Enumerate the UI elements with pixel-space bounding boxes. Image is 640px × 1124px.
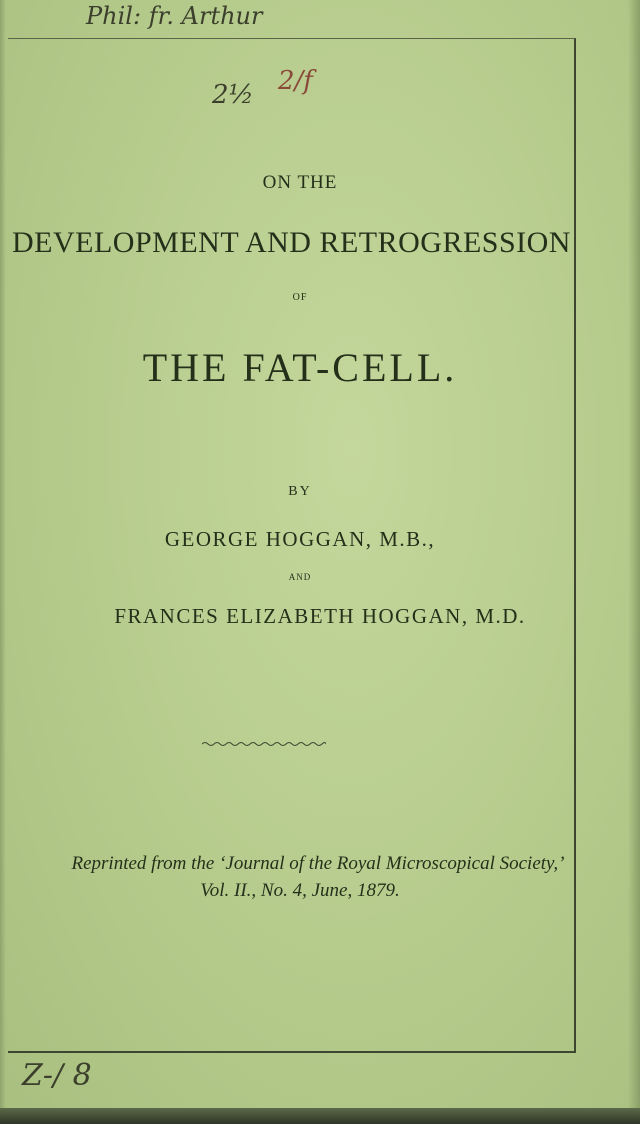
word-and: AND xyxy=(288,572,312,582)
handwritten-number: 2½ xyxy=(212,80,254,110)
page-right-edge xyxy=(628,0,640,1124)
reprint-note: Reprinted from the ‘Journal of the Royal Microscopical Society,’ xyxy=(71,853,565,874)
handwritten-mark: 2/f xyxy=(278,66,313,96)
title-line-2: THE FAT-CELL. xyxy=(142,345,458,390)
author-george-hoggan: GEORGE HOGGAN, M.B., xyxy=(164,527,436,551)
volume-note: Vol. II., No. 4, June, 1879. xyxy=(200,880,400,901)
heading-on-the: ON THE xyxy=(262,172,338,193)
title-line-1: DEVELOPMENT AND RETROGRESSION xyxy=(12,226,571,259)
word-of: OF xyxy=(292,292,308,303)
word-by: BY xyxy=(288,484,312,499)
page-left-edge xyxy=(0,0,6,1124)
page-bottom-edge xyxy=(0,1108,640,1124)
handwritten-inscription: Phil: fr. Arthur xyxy=(86,2,263,30)
author-frances-hoggan: FRANCES ELIZABETH HOGGAN, M.D. xyxy=(114,604,526,628)
handwritten-bottom-mark: Z-/ 8 xyxy=(22,1058,92,1093)
wavy-rule-ornament xyxy=(202,740,326,748)
